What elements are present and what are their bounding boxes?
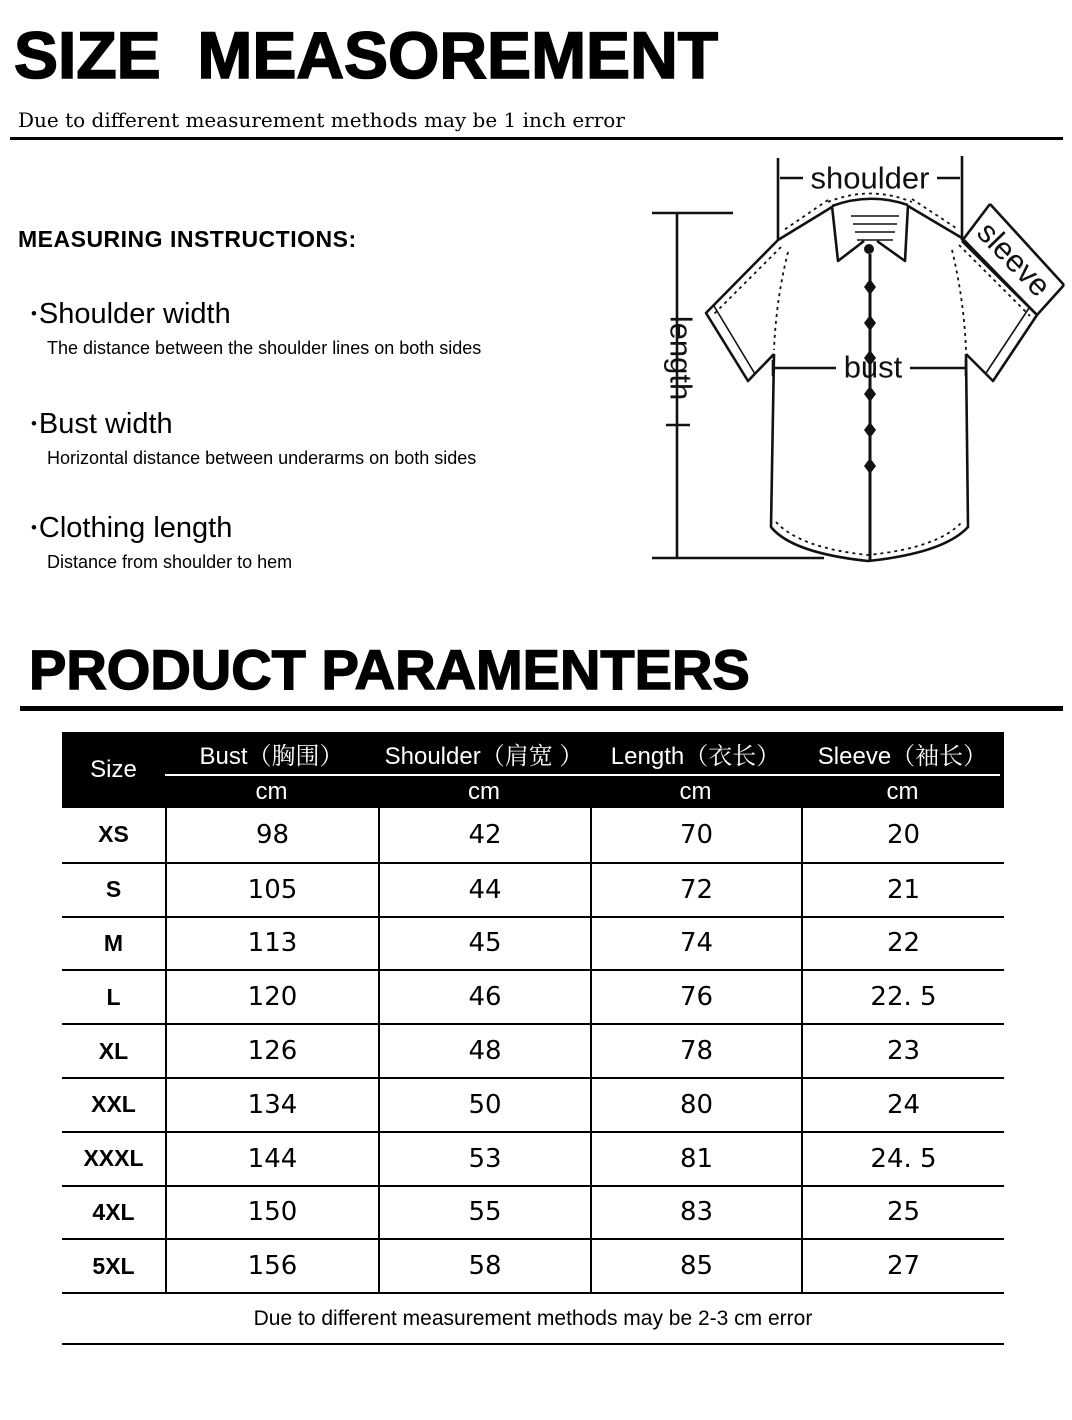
table-row	[62, 808, 1004, 862]
bust-cell: 156	[165, 1240, 378, 1292]
page-title: SIZE MEASOREMENT	[14, 18, 719, 92]
size-cell: M	[103, 929, 124, 956]
bust-cell: 105	[165, 864, 378, 916]
sleeve-cell: 23	[801, 1025, 1004, 1077]
sleeve-cell: 27	[801, 1240, 1004, 1292]
bust-measurement	[773, 350, 966, 385]
size-table	[62, 732, 1004, 1345]
instruction-item-title	[31, 514, 292, 543]
shoulder-cell: 50	[378, 1079, 590, 1131]
instruction-item-title-text: Clothing length	[38, 512, 233, 544]
bullet-icon: •	[31, 414, 37, 434]
sleeve-label: sleeve	[970, 214, 1058, 304]
shoulder-label: shoulder	[810, 160, 930, 196]
size-cell: S	[105, 876, 122, 903]
sleeve-measurement	[962, 204, 1064, 315]
shoulder-cell: 46	[378, 971, 590, 1023]
instruction-item-description: Horizontal distance between underarms on both sides	[47, 448, 477, 468]
length-cell: 72	[590, 864, 801, 916]
table-row	[62, 1131, 1004, 1185]
bust-cell: 98	[165, 808, 378, 862]
length-cell: 85	[590, 1240, 801, 1292]
shoulder-cell: 44	[378, 864, 590, 916]
size-cell: XXXL	[83, 1145, 144, 1172]
instruction-item-title-text: Shoulder width	[38, 298, 231, 330]
sleeve-cell: 25	[801, 1187, 1004, 1239]
column-header-shoulder: Shoulder（肩宽 ）	[384, 742, 584, 770]
unit-label: cm	[886, 778, 919, 805]
instruction-item-shoulder	[31, 300, 481, 357]
bust-cell: 113	[165, 918, 378, 970]
length-cell: 80	[590, 1079, 801, 1131]
size-cell: 5XL	[92, 1252, 135, 1279]
instruction-item-title	[31, 300, 481, 329]
table-note: Due to different measurement methods may be 2-3 cm error	[62, 1292, 1004, 1345]
unit-label: cm	[255, 778, 288, 805]
shoulder-cell: 58	[378, 1240, 590, 1292]
length-label: length	[663, 315, 699, 401]
size-cell: XL	[98, 1037, 129, 1064]
bust-cell: 144	[165, 1133, 378, 1185]
sleeve-cell: 21	[801, 864, 1004, 916]
collar-button	[864, 244, 874, 254]
column-name-row	[165, 732, 1004, 774]
bust-cell: 120	[165, 971, 378, 1023]
unit-row	[165, 776, 1004, 808]
length-cell: 76	[590, 971, 801, 1023]
shoulder-cell: 42	[378, 808, 590, 862]
column-header-bust: Bust（胸围）	[199, 742, 344, 770]
instruction-item-title-text: Bust width	[38, 408, 173, 440]
length-cell: 70	[590, 808, 801, 862]
size-column-header: Size	[90, 756, 137, 783]
instruction-item-title	[31, 410, 476, 439]
bust-cell: 134	[165, 1079, 378, 1131]
sleeve-cell: 24. 5	[801, 1133, 1004, 1185]
column-header-sleeve: Sleeve（袖长）	[817, 742, 988, 770]
table-row	[62, 1185, 1004, 1239]
bust-label: bust	[843, 349, 903, 385]
column-header-length: Length（衣长）	[610, 742, 781, 770]
table-body	[62, 808, 1004, 1292]
table-row	[62, 969, 1004, 1023]
page-subtitle: Due to different measurement methods may be 1 inch error	[18, 108, 625, 132]
shoulder-cell: 48	[378, 1025, 590, 1077]
instruction-item-description: Distance from shoulder to hem	[47, 552, 293, 572]
table-header	[62, 732, 1004, 808]
unit-label: cm	[468, 778, 500, 805]
length-cell: 81	[590, 1133, 801, 1185]
bullet-icon: •	[31, 518, 37, 538]
instruction-item-length	[31, 514, 292, 571]
size-cell: XXL	[91, 1091, 136, 1118]
sleeve-cell: 20	[801, 808, 1004, 862]
shirt-diagram	[632, 140, 1072, 580]
length-measurement	[652, 213, 824, 558]
shoulder-cell: 53	[378, 1133, 590, 1185]
measuring-instructions-heading: MEASURING INSTRUCTIONS:	[18, 226, 357, 252]
sleeve-cell: 22. 5	[801, 971, 1004, 1023]
sleeve-cell: 24	[801, 1079, 1004, 1131]
table-row	[62, 1077, 1004, 1131]
length-cell: 74	[590, 918, 801, 970]
parameters-heading: PRODUCT PARAMENTERS	[29, 638, 750, 701]
table-row	[62, 1023, 1004, 1077]
bullet-icon: •	[31, 304, 37, 324]
size-cell: XS	[98, 821, 129, 848]
bust-cell: 126	[165, 1025, 378, 1077]
size-cell: L	[106, 983, 121, 1010]
parameters-underline	[20, 706, 1063, 711]
table-header-right	[165, 732, 1004, 808]
size-cell: 4XL	[92, 1198, 135, 1225]
instruction-item-description: The distance between the shoulder lines on both sides	[47, 338, 482, 358]
table-row	[62, 1238, 1004, 1292]
shirt-collar	[828, 194, 912, 262]
instruction-item-bust	[31, 410, 476, 467]
bust-cell: 150	[165, 1187, 378, 1239]
shoulder-cell: 55	[378, 1187, 590, 1239]
length-cell: 83	[590, 1187, 801, 1239]
table-row	[62, 916, 1004, 970]
unit-label: cm	[679, 778, 712, 805]
sleeve-cell: 22	[801, 918, 1004, 970]
table-row	[62, 862, 1004, 916]
shoulder-cell: 45	[378, 918, 590, 970]
length-cell: 78	[590, 1025, 801, 1077]
shirt-placket	[864, 254, 876, 560]
